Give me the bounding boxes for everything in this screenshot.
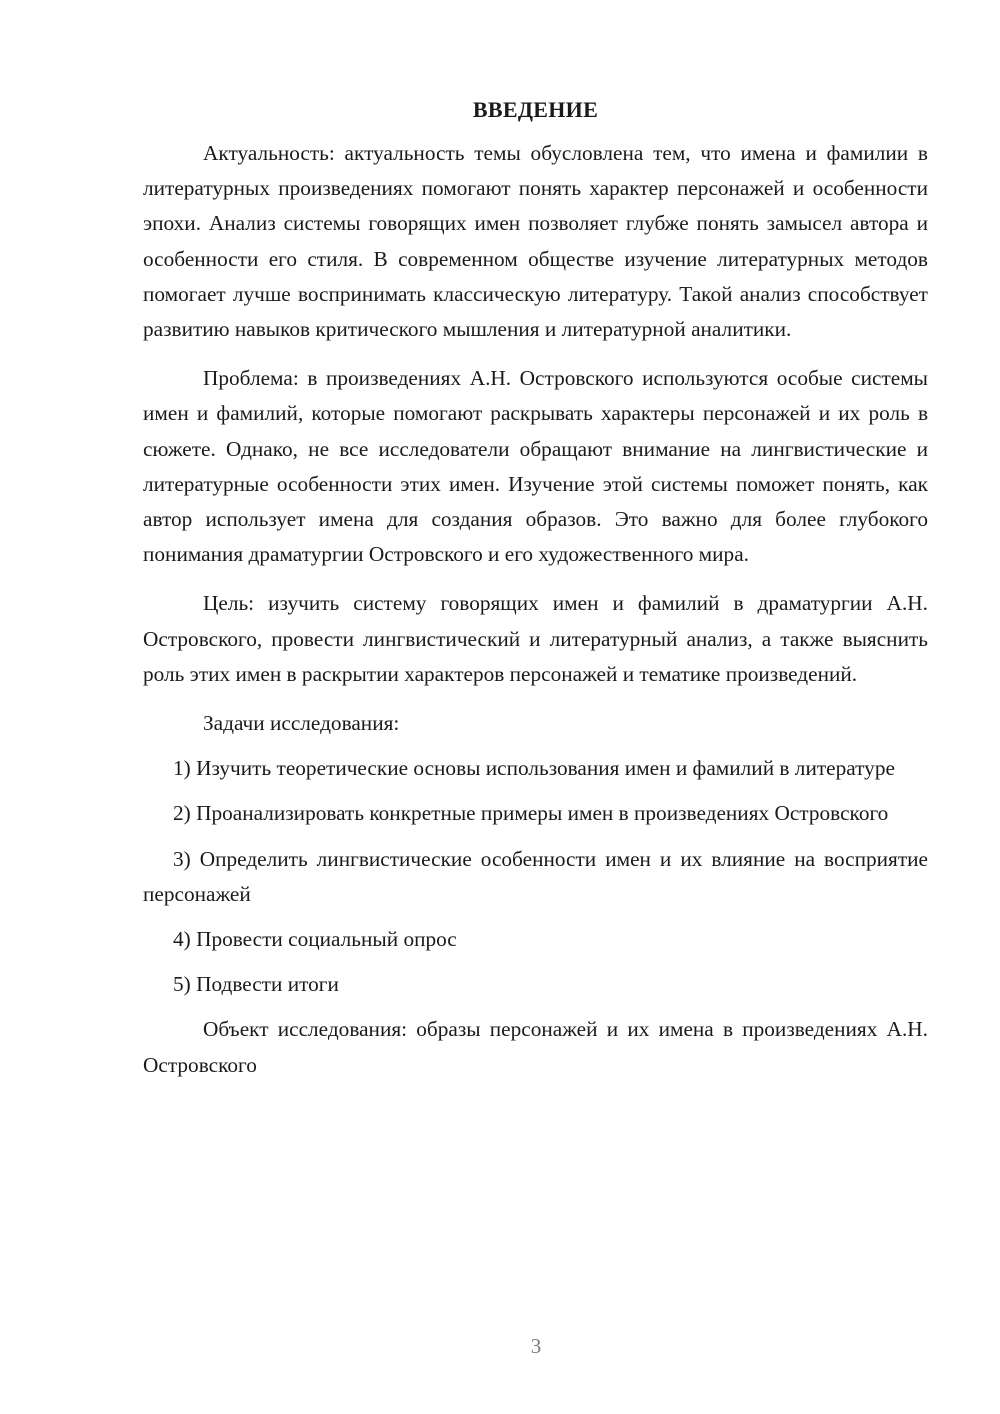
page-number: 3 <box>530 1334 542 1358</box>
paragraph-object: Объект исследования: образы персонажей и их имена в произведениях А.Н. Островского <box>143 1017 928 1077</box>
tasks-heading: Задачи исследования: <box>203 711 400 736</box>
task-item: 5) Подвести итоги <box>173 972 339 997</box>
paragraph-relevance: Актуальность: актуальность темы обусловлена тем, что имена и фамилии в литературных произведениях помогают понять характер персонажей и особенности эпохи. Анализ системы говорящих имен позволяет глубже понять замысел автора и особенности его стиля. В современном обществе изучение литературных методов помогает лучше воспринимать классическую литературу. Такой анализ способствует развитию навыков критического мышления и литературной аналитики. <box>143 141 928 342</box>
paragraph-goal: Цель: изучить систему говорящих имен и фамилий в драматургии А.Н. Островского, провести лингвистический и литературный анализ, а также выяснить роль этих имен в раскрытии характеров персонажей и тематике произведений. <box>143 591 928 686</box>
task-item: 2) Проанализировать конкретные примеры имен в произведениях Островского <box>173 801 889 826</box>
task-item: 4) Провести социальный опрос <box>173 927 457 952</box>
tasks-list <box>143 751 928 1002</box>
task-item: 3) Определить лингвистические особенности имен и их влияние на восприятие персонажей <box>143 846 928 906</box>
paragraph-problem: Проблема: в произведениях А.Н. Островского используются особые системы имен и фамилий, которые помогают раскрывать характеры персонажей и их роль в сюжете. Однако, не все исследователи обращают внимание на лингвистические и литературные особенности этих имен. Изучение этой системы поможет понять, как автор использует имена для создания образов. Это важно для более глубокого понимания драматургии Островского и его художественного мира. <box>143 366 928 567</box>
section-title: ВВЕДЕНИЕ <box>472 97 599 122</box>
page-content <box>143 95 928 1097</box>
task-item: 1) Изучить теоретические основы использования имен и фамилий в литературе <box>173 756 895 781</box>
